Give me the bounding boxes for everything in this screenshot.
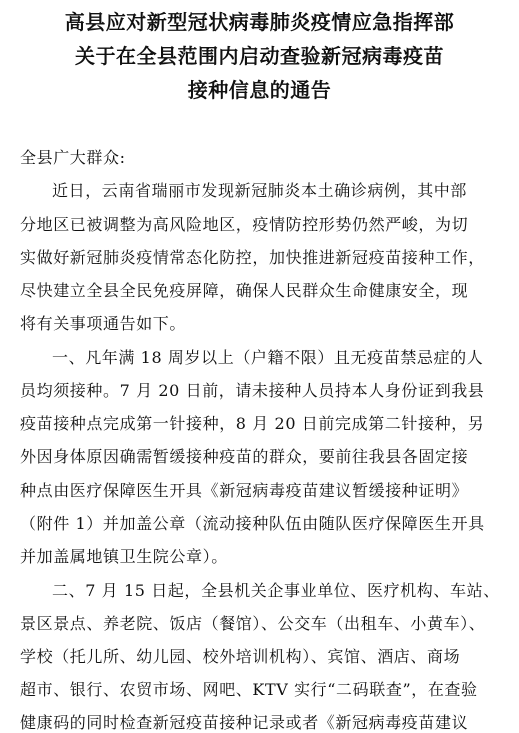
title-line-1: 高县应对新型冠状病毒肺炎疫情应急指挥部 <box>64 10 455 34</box>
title-line-2: 关于在全县范围内启动查验新冠病毒疫苗 <box>75 44 444 68</box>
paragraph-line: 将有关事项通告如下。 <box>20 314 187 333</box>
paragraph-line: （附件 1）并加盖公章（流动接种队伍由随队医疗保障医生开具 <box>20 514 485 533</box>
paragraph-line: 外因身体原因确需暂缓接种疫苗的群众，要前往我县各固定接 <box>20 447 469 466</box>
paragraph-line: 员均须接种。7 月 20 日前，请未接种人员持本人身份证到我县 <box>20 381 485 400</box>
paragraph-line: 疫苗接种点完成第一针接种，8 月 20 日前完成第二针接种，另 <box>20 414 485 433</box>
paragraph-line: 二、7 月 15 日起，全县机关企事业单位、医疗机构、车站、 <box>52 581 500 600</box>
paragraph-line: 景区景点、养老院、饭店（餐馆）、公交车（出租车、小黄车）、 <box>20 614 486 633</box>
paragraph-line: 近日，云南省瑞丽市发现新冠肺炎本土确诊病例，其中部 <box>52 181 468 200</box>
title-line-3: 接种信息的通告 <box>187 78 332 102</box>
paragraph-line: 尽快建立全县全民免疫屏障，确保人民群众生命健康安全，现 <box>20 281 469 300</box>
paragraph-line: 分地区已被调整为高风险地区，疫情防控形势仍然严峻，为切 <box>20 215 469 234</box>
paragraph-line: 学校（托儿所、幼儿园、校外培训机构）、宾馆、酒店、商场 <box>20 647 461 666</box>
paragraph-line: 一、凡年满 18 周岁以上（户籍不限）且无疫苗禁忌症的人 <box>52 348 484 367</box>
salutation: 全县广大群众: <box>20 148 126 167</box>
paragraph-line: 健康码的同时检查新冠疫苗接种记录或者《新冠病毒疫苗建议 <box>20 713 469 732</box>
paragraph-line: 种点由医疗保障医生开具《新冠病毒疫苗建议暂缓接种证明》 <box>20 481 469 500</box>
paragraph-line: 实做好新冠肺炎疫情常态化防控，加快推进新冠疫苗接种工作， <box>20 248 485 267</box>
paragraph-line: 超市、银行、农贸市场、网吧、KTV 实行“二码联查”，在查验 <box>20 680 478 699</box>
paragraph-line: 并加盖属地镇卫生院公章）。 <box>20 547 228 566</box>
